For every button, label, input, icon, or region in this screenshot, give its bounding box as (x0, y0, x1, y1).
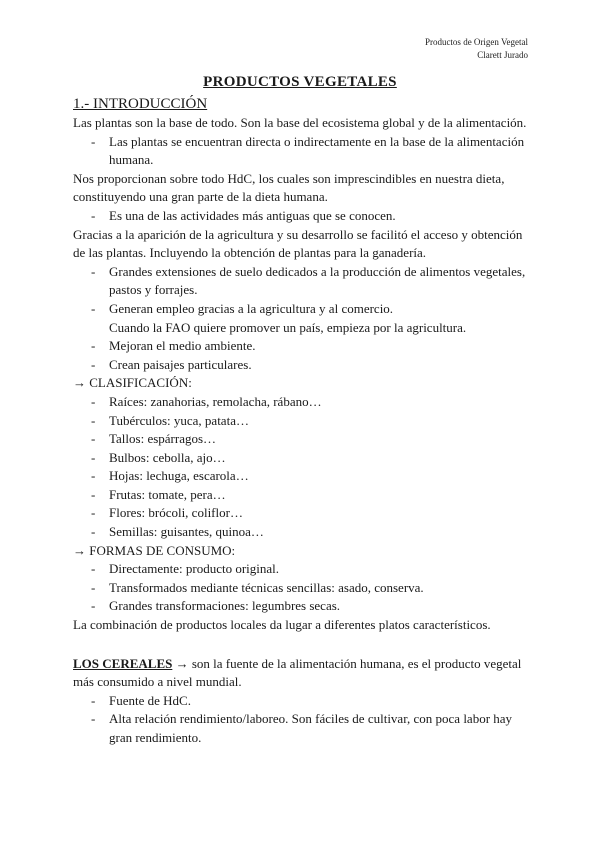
consumo-heading: → FORMAS DE CONSUMO: (73, 542, 236, 558)
list-item: - Crean paisajes particulares. (73, 356, 533, 375)
list-p2 (73, 207, 533, 226)
document-body (73, 94, 533, 748)
cereales-title: LOS CEREALES (73, 655, 173, 671)
paragraph-1: Las plantas son la base de todo. Son la base del ecosistema global y de la alimentación. (73, 115, 527, 130)
list-item: - Raíces: zanahorias, remolacha, rábano… (73, 393, 533, 412)
paragraph-4: La combinación de productos locales da lugar a diferentes platos característicos. (73, 617, 491, 633)
list-p1 (73, 133, 533, 170)
list-item: - Tallos: espárragos… (73, 430, 533, 449)
document-title: PRODUCTOS VEGETALES (203, 74, 397, 90)
list-item: - Bulbos: cebolla, ajo… (73, 449, 533, 468)
list-item: - Semillas: guisantes, quinoa… (73, 523, 533, 542)
list-clasificacion (73, 393, 533, 542)
list-item: - Frutas: tomate, pera… (73, 486, 533, 505)
list-item: - Las plantas se encuentran directa o indirectamente en la base de la alimentación humana. (73, 133, 533, 170)
list-item: - Fuente de HdC. (73, 692, 533, 711)
clasificacion-heading: → CLASIFICACIÓN: (73, 375, 192, 391)
list-item: - Flores: brócoli, coliflor… (73, 504, 533, 523)
list-cereales (73, 692, 533, 748)
header-author: Clarett Jurado (477, 50, 528, 60)
list-item: - Alta relación rendimiento/laboreo. Son fáciles de cultivar, con poca labor hay gran rendimiento. (73, 710, 533, 747)
list-item: - Transformados mediante técnicas sencillas: asado, conserva. (73, 579, 533, 598)
cereales-intro (73, 655, 533, 692)
cereales-intro-text: son la fuente de la alimentación humana, es el producto vegetal más consumido a nivel mundial. (73, 655, 522, 690)
list-item: - Hojas: lechuga, escarola… (73, 467, 533, 486)
page-header (425, 36, 528, 62)
arrow-icon: → (172, 655, 192, 671)
list-item: - Directamente: producto original. (73, 560, 533, 579)
list-item: - Mejoran el medio ambiente. (73, 337, 533, 356)
list-item (73, 300, 533, 337)
section-heading-introduccion: 1.- INTRODUCCIÓN (73, 96, 208, 112)
paragraph-3: Gracias a la aparición de la agricultura y su desarrollo se facilitó el acceso y obtención de las plantas. Incluyendo la obtención de plantas para la ganadería. (73, 226, 523, 261)
spacer (73, 635, 533, 655)
list-item: - Grandes extensiones de suelo dedicados a la producción de alimentos vegetales, pastos y forrajes. (73, 263, 533, 300)
list-item-text: Generan empleo gracias a la agricultura y al comercio. (109, 300, 394, 316)
header-course: Productos de Origen Vegetal (424, 37, 528, 47)
list-item-subline: Cuando la FAO quiere promover un país, empieza por la agricultura. (109, 319, 467, 335)
list-p3 (73, 263, 533, 375)
list-item: - Grandes transformaciones: legumbres secas. (73, 597, 533, 616)
list-consumo (73, 560, 533, 616)
list-item: - Tubérculos: yuca, patata… (73, 412, 533, 431)
paragraph-2: Nos proporcionan sobre todo HdC, los cuales son imprescindibles en nuestra dieta, constituyendo una gran parte de la dieta humana. (73, 170, 505, 205)
list-item: - Es una de las actividades más antiguas que se conocen. (73, 207, 533, 226)
